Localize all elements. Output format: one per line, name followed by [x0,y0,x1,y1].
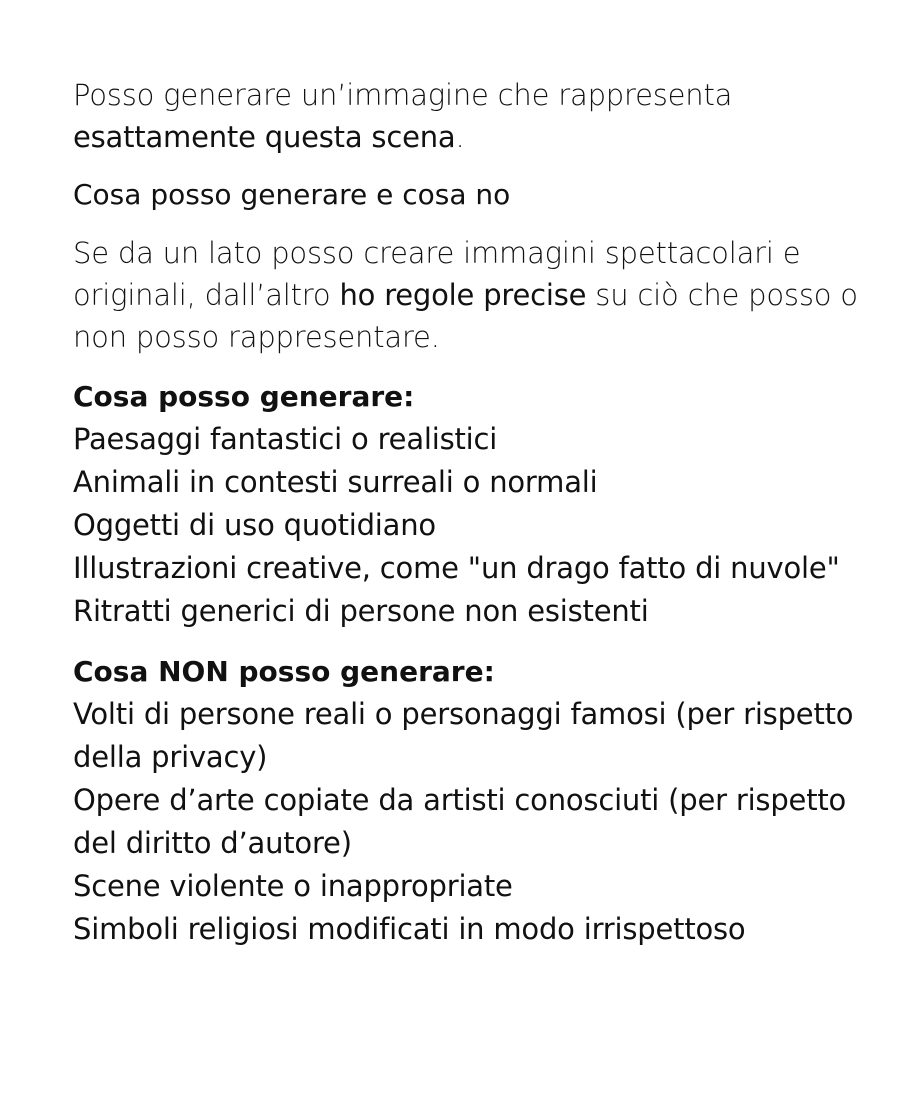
can-list [73,418,873,633]
subheading: Cosa posso generare e cosa no [73,178,511,211]
document-body [73,74,873,951]
list-item: Illustrazioni creative, come "un drago fatto di nuvole" [73,551,840,585]
cannot-section-title: Cosa NON posso generare: [73,655,495,688]
intro-end: . [455,120,465,154]
description-before: Se da un lato posso creare immagini spettacolari e originali, dall’altro [73,236,801,312]
list-item: Volti di persone reali o personaggi famosi (per rispetto della privacy) [73,697,854,774]
description-after: su ciò che posso o non posso rappresentare. [73,278,858,354]
list-item: Opere d’arte copiate da artisti conosciuti (per rispetto del diritto d’autore) [73,783,847,860]
list-item: Simboli religiosi modificati in modo irrispettoso [73,912,746,946]
list-item: Ritratti generici di persone non esistenti [73,594,649,628]
description-emphasis: ho regole precise [339,278,587,312]
description-paragraph [73,232,873,358]
list-item: Animali in contesti surreali o normali [73,465,598,499]
intro-emphasis: esattamente questa scena [73,120,456,154]
list-item: Scene violente o inappropriate [73,869,513,903]
list-item: Oggetti di uso quotidiano [73,508,436,542]
intro-text: Posso generare un’immagine che rappresenta [73,78,733,112]
can-section-title: Cosa posso generare: [73,380,415,413]
cannot-list [73,693,873,951]
list-item: Paesaggi fantastici o realistici [73,422,498,456]
intro-paragraph [73,74,873,158]
